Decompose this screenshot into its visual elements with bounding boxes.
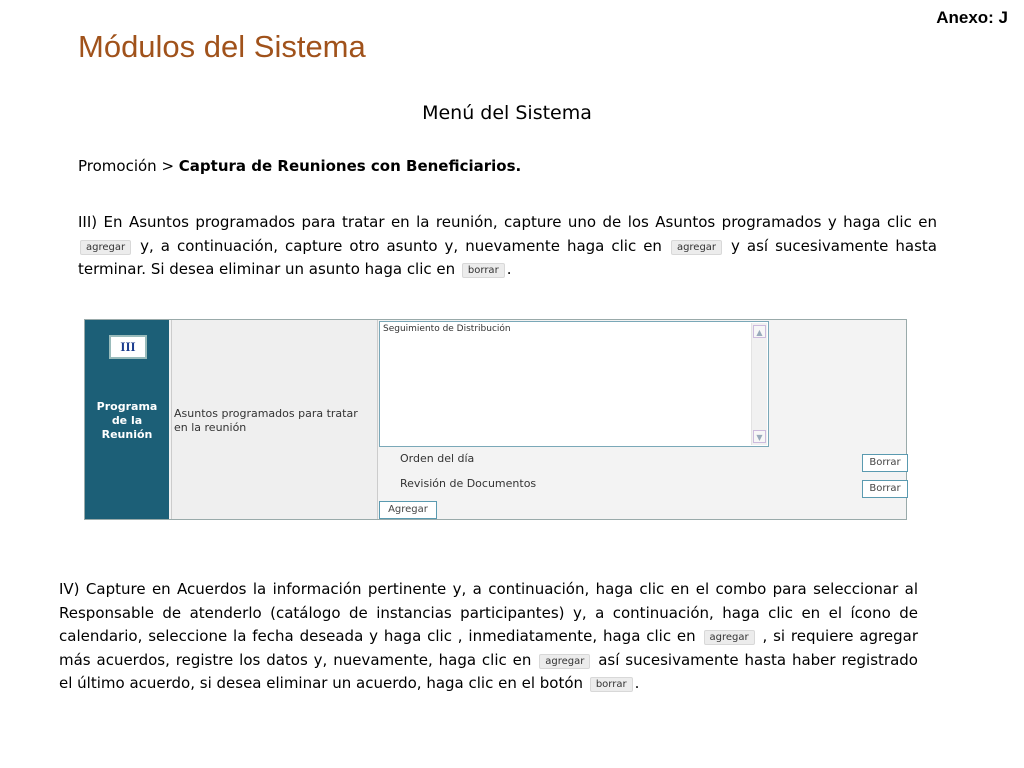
field-input-cell	[378, 320, 906, 519]
annex-label: Anexo: J	[936, 8, 1008, 27]
agregar-button-image: agregar	[80, 240, 131, 255]
agregar-button-image: agregar	[539, 654, 590, 669]
step-3-text-3: y así sucesivamente hasta terminar. Si desea eliminar un asunto haga clic en	[78, 236, 937, 278]
agenda-item: Revisión de Documentos	[400, 477, 537, 490]
textarea-scrollbar[interactable]	[751, 323, 767, 445]
step-4-text-3: así sucesivamente hasta haber registrado el último acuerdo, si desea eliminar un acuerdo, haga clic en el botón	[59, 650, 918, 692]
field-label-cell	[171, 320, 378, 519]
step-3-text-1: III) En Asuntos programados para tratar en la reunión, capture uno de los Asuntos programados y haga clic en	[78, 213, 937, 231]
breadcrumb-prefix: Promoción >	[78, 157, 179, 175]
field-label: Asuntos programados para tratar en la reunión	[174, 407, 358, 434]
page-subtitle: Menú del Sistema	[422, 102, 592, 124]
step-3-instructions	[78, 211, 937, 282]
borrar-button-image: borrar	[462, 263, 505, 278]
agregar-button-image: agregar	[704, 630, 755, 645]
page-title: Módulos del Sistema	[78, 29, 366, 64]
agenda-item: Orden del día	[400, 452, 475, 465]
section-panel	[85, 320, 169, 519]
section-title: Programa de la Reunión	[96, 400, 158, 441]
section-number-badge: III	[109, 335, 147, 359]
agenda-textarea[interactable]	[379, 321, 769, 447]
step-4-instructions	[59, 578, 918, 696]
step-4-text-2: , si requiere agregar más acuerdos, registre los datos y, nuevamente, haga clic en	[59, 627, 919, 669]
agregar-button-image: agregar	[671, 240, 722, 255]
step-4-text-1: IV) Capture en Acuerdos la información pertinente y, a continuación, haga clic en el combo para seleccionar al Responsable de atenderlo (catálogo de instancias participantes) y, a continuación, haga clic en el ícono de calendario, seleccione la fecha deseada y haga clic , inmediatamente, haga clic en	[59, 580, 918, 645]
meeting-form-capture	[84, 319, 907, 520]
borrar-button-image: borrar	[590, 677, 633, 692]
textarea-value: Seguimiento de Distribución	[383, 324, 511, 334]
scroll-down-arrow-icon[interactable]: ▼	[753, 430, 766, 443]
delete-item-button[interactable]: Borrar	[862, 480, 908, 498]
delete-item-button[interactable]: Borrar	[862, 454, 908, 472]
step-3-text-2: y, a continuación, capture otro asunto y, nuevamente haga clic en	[133, 236, 669, 255]
add-item-button[interactable]: Agregar	[379, 501, 437, 519]
step-3-text-4: .	[506, 260, 512, 278]
breadcrumb-current: Captura de Reuniones con Beneficiarios.	[178, 157, 522, 175]
scroll-up-arrow-icon[interactable]: ▲	[753, 325, 766, 338]
breadcrumb	[78, 157, 521, 175]
step-4-text-4: .	[634, 674, 640, 692]
